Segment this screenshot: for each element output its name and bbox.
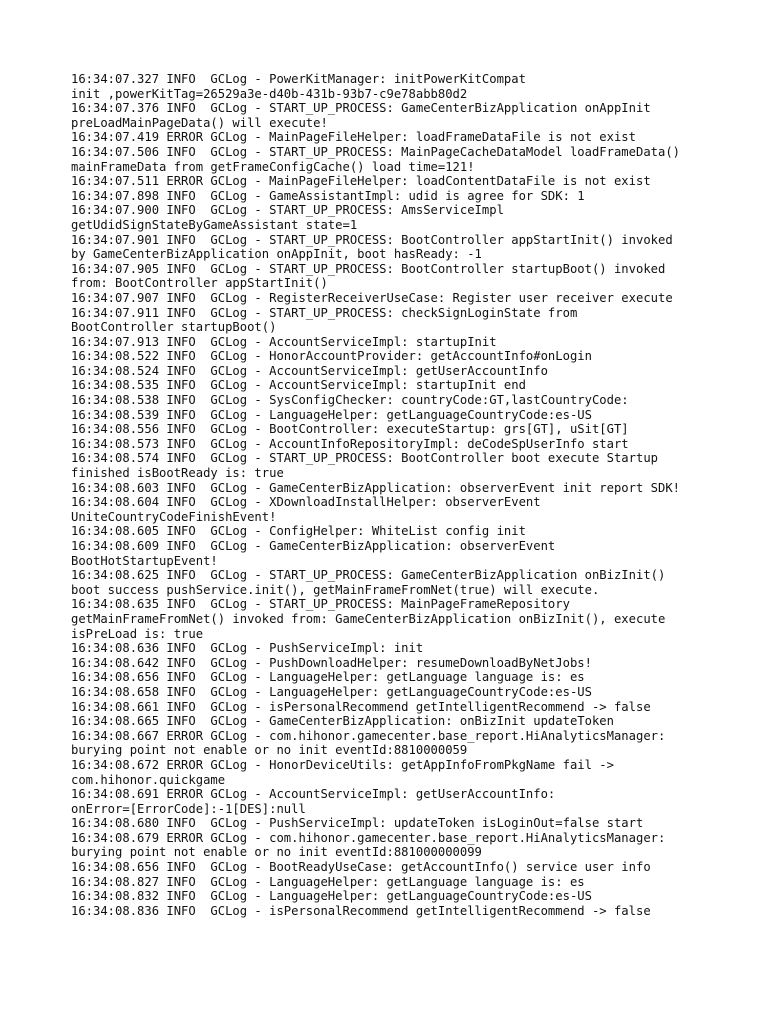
log-line: 16:34:08.658 INFO GCLog - LanguageHelper: getLanguageCountryCode:es-US xyxy=(71,684,592,699)
log-line: 16:34:07.327 INFO GCLog - PowerKitManager: initPowerKitCompat xyxy=(71,72,526,86)
log-line: 16:34:08.680 INFO GCLog - PushServiceImpl: updateToken isLoginOut=false start xyxy=(71,816,644,831)
log-line: 16:34:08.524 INFO GCLog - AccountServiceImpl: getUserAccountInfo xyxy=(71,363,548,378)
log-line: 16:34:08.605 INFO GCLog - ConfigHelper: WhiteList config init xyxy=(71,524,526,539)
log-line: 16:34:07.901 INFO GCLog - START_UP_PROCESS: BootController appStartInit() invoked xyxy=(71,232,673,247)
log-line: 16:34:08.827 INFO GCLog - LanguageHelper: getLanguage language is: es xyxy=(71,874,585,889)
log-line: 16:34:07.898 INFO GCLog - GameAssistantImpl: udid is agree for SDK: 1 xyxy=(71,188,585,203)
log-line: finished isBootReady is: true xyxy=(71,466,284,481)
log-line: 16:34:07.419 ERROR GCLog - MainPageFileHelper: loadFrameDataFile is not exist xyxy=(71,130,636,145)
log-line: 16:34:08.556 INFO GCLog - BootController: executeStartup: grs[GT], uSit[GT] xyxy=(71,422,629,437)
log-line: mainFrameData from getFrameConfigCache() load time=121! xyxy=(71,159,475,174)
log-line: 16:34:08.538 INFO GCLog - SysConfigChecker: countryCode:GT,lastCountryCode: xyxy=(71,393,629,408)
log-line: from: BootController appStartInit() xyxy=(71,276,328,291)
log-line: 16:34:07.907 INFO GCLog - RegisterReceiverUseCase: Register user receiver execute xyxy=(71,290,673,305)
log-line: 16:34:08.832 INFO GCLog - LanguageHelper: getLanguageCountryCode:es-US xyxy=(71,889,592,904)
log-line: preLoadMainPageData() will execute! xyxy=(71,115,328,130)
log-line: BootHotStartupEvent! xyxy=(71,553,218,568)
log-line: 16:34:07.911 INFO GCLog - START_UP_PROCESS: checkSignLoginState from xyxy=(71,305,578,320)
log-line: 16:34:08.672 ERROR GCLog - HonorDeviceUtils: getAppInfoFromPkgName fail -> xyxy=(71,757,614,772)
log-line: 16:34:08.642 INFO GCLog - PushDownloadHelper: resumeDownloadByNetJobs! xyxy=(71,655,592,670)
log-line: 16:34:07.511 ERROR GCLog - MainPageFileHelper: loadContentDataFile is not exist xyxy=(71,174,651,189)
log-line: com.hihonor.quickgame xyxy=(71,772,226,787)
log-line: 16:34:08.836 INFO GCLog - isPersonalRecommend getIntelligentRecommend -> false xyxy=(71,903,651,918)
log-line: init ,powerKitTag=26529a3e-d40b-431b-93b7-c9e78abb80d2 xyxy=(71,86,468,101)
log-line: 16:34:08.656 INFO GCLog - LanguageHelper: getLanguage language is: es xyxy=(71,670,585,685)
log-line: 16:34:07.913 INFO GCLog - AccountServiceImpl: startupInit xyxy=(71,334,497,349)
log-line: burying point not enable or no init eventId:881000000099 xyxy=(71,845,482,860)
log-line: 16:34:08.535 INFO GCLog - AccountServiceImpl: startupInit end xyxy=(71,378,526,393)
log-line: 16:34:08.574 INFO GCLog - START_UP_PROCESS: BootController boot execute Startup xyxy=(71,451,658,466)
log-line: burying point not enable or no init eventId:8810000059 xyxy=(71,743,468,758)
log-line: 16:34:08.539 INFO GCLog - LanguageHelper: getLanguageCountryCode:es-US xyxy=(71,407,592,422)
log-line: onError=[ErrorCode]:-1[DES]:null xyxy=(71,801,306,816)
log-line: 16:34:07.900 INFO GCLog - START_UP_PROCESS: AmsServiceImpl xyxy=(71,203,504,218)
log-line: 16:34:07.905 INFO GCLog - START_UP_PROCESS: BootController startupBoot() invoked xyxy=(71,261,666,276)
log-line: 16:34:08.636 INFO GCLog - PushServiceImpl: init xyxy=(71,641,424,656)
log-line: 16:34:07.376 INFO GCLog - START_UP_PROCESS: GameCenterBizApplication onAppInit xyxy=(71,101,651,116)
log-line: 16:34:08.635 INFO GCLog - START_UP_PROCESS: MainPageFrameRepository xyxy=(71,597,570,612)
log-line: boot success pushService.init(), getMainFrameFromNet(true) will execute. xyxy=(71,582,600,597)
log-line: 16:34:08.604 INFO GCLog - XDownloadInstallHelper: observerEvent xyxy=(71,495,541,510)
log-line: BootController startupBoot() xyxy=(71,320,277,335)
log-line: 16:34:08.609 INFO GCLog - GameCenterBizApplication: observerEvent xyxy=(71,539,556,553)
log-line: UniteCountryCodeFinishEvent! xyxy=(71,509,277,524)
log-line: 16:34:08.691 ERROR GCLog - AccountServiceImpl: getUserAccountInfo: xyxy=(71,787,556,802)
log-line: isPreLoad is: true xyxy=(71,626,204,641)
log-line: 16:34:08.656 INFO GCLog - BootReadyUseCase: getAccountInfo() service user info xyxy=(71,860,651,875)
log-document xyxy=(71,72,711,918)
log-line: 16:34:08.603 INFO GCLog - GameCenterBizApplication: observerEvent init report SDK! xyxy=(71,480,681,495)
log-line: 16:34:08.665 INFO GCLog - GameCenterBizApplication: onBizInit updateToken xyxy=(71,714,614,729)
log-line: 16:34:07.506 INFO GCLog - START_UP_PROCESS: MainPageCacheDataModel loadFrameData() xyxy=(71,144,681,159)
log-line: 16:34:08.573 INFO GCLog - AccountInfoRepositoryImpl: deCodeSpUserInfo start xyxy=(71,436,629,451)
log-line: 16:34:08.661 INFO GCLog - isPersonalRecommend getIntelligentRecommend -> false xyxy=(71,699,651,714)
log-line: 16:34:08.679 ERROR GCLog - com.hihonor.gamecenter.base_report.HiAnalyticsManager: xyxy=(71,830,666,845)
log-line: 16:34:08.667 ERROR GCLog - com.hihonor.gamecenter.base_report.HiAnalyticsManager: xyxy=(71,728,666,743)
log-line: 16:34:08.625 INFO GCLog - START_UP_PROCESS: GameCenterBizApplication onBizInit() xyxy=(71,568,666,583)
log-line: getUdidSignStateByGameAssistant state=1 xyxy=(71,217,358,232)
log-line: 16:34:08.522 INFO GCLog - HonorAccountProvider: getAccountInfo#onLogin xyxy=(71,349,592,364)
log-line: getMainFrameFromNet() invoked from: GameCenterBizApplication onBizInit(), execute xyxy=(71,611,666,626)
log-line: by GameCenterBizApplication onAppInit, boot hasReady: -1 xyxy=(71,247,482,262)
